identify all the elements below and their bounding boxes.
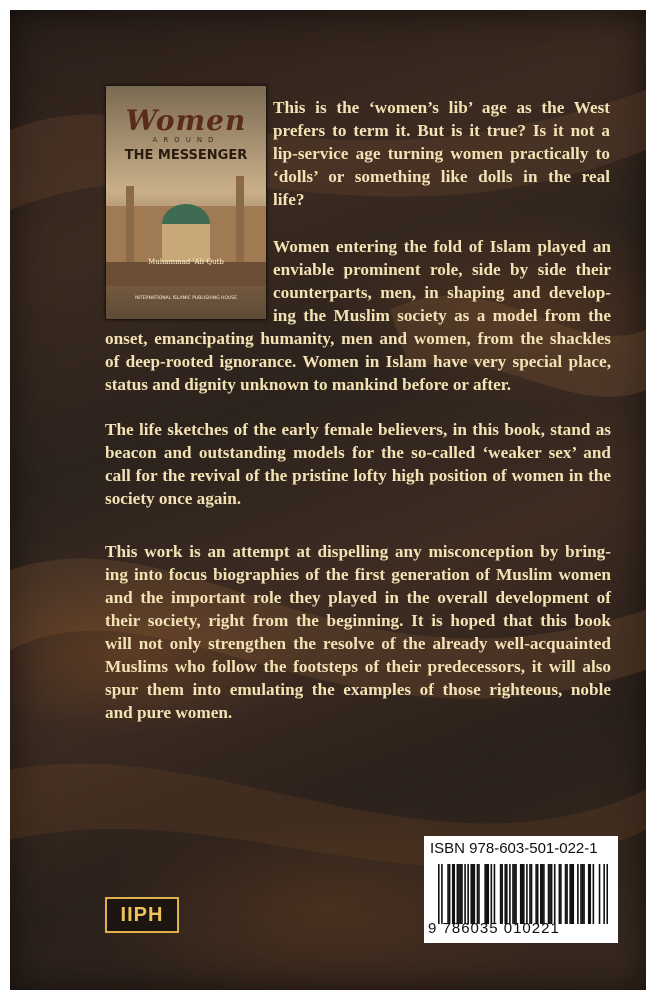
thumbnail-publisher: INTERNATIONAL ISLAMIC PUBLISHING HOUSE <box>135 296 237 301</box>
barcode-bar <box>460 864 462 924</box>
paragraph-line: spur them into emulating the examples of those righteous, noble <box>105 680 611 699</box>
barcode-bar <box>477 864 479 924</box>
paragraph-line: will not only strengthen the resolve of the already well-acquainted <box>105 634 611 653</box>
barcode-bar <box>453 864 455 924</box>
paragraph-line: and the important role they played in the overall development of <box>105 588 611 607</box>
barcode-bar <box>554 864 556 924</box>
paragraph-line: and pure women. <box>105 703 233 722</box>
barcode-bar <box>566 864 568 924</box>
barcode-bar <box>565 864 567 924</box>
paragraph-line: The life sketches of the early female believers, in this book, stand as <box>105 420 611 439</box>
barcode-bar <box>464 864 466 924</box>
isbn-label: ISBN 978-603-501-022-1 <box>430 840 598 857</box>
paragraph-line: This is the ‘women’s lib’ age as the West <box>273 98 610 117</box>
barcode-bar <box>529 864 531 924</box>
barcode-bar <box>577 864 579 924</box>
barcode <box>438 864 608 924</box>
barcode-bar <box>438 864 440 924</box>
barcode-bar <box>509 864 511 924</box>
barcode-bar <box>572 864 574 924</box>
barcode-bar <box>501 864 503 924</box>
paragraph-line: lip-service age turning women practically to <box>273 144 610 163</box>
barcode-bar <box>549 864 551 924</box>
barcode-bar <box>543 864 545 924</box>
barcode-bar <box>458 864 460 924</box>
barcode-bar <box>494 864 496 924</box>
paragraph-line: their society, right from the beginning. It is hoped that this book <box>105 611 611 630</box>
paragraph-line: ‘dolls’ or something like dolls in the real <box>273 167 610 186</box>
paragraph-line: call for the revival of the pristine lofty high position of women in the <box>105 466 611 485</box>
thumbnail-author: Muhammad 'Ali Qutb <box>148 258 224 266</box>
paragraph-line: ing the Muslim society as a model from the <box>273 306 611 325</box>
paragraph-line: onset, emancipating humanity, men and women, from the shackles <box>105 329 611 348</box>
barcode-bar <box>487 864 489 924</box>
barcode-bar <box>603 864 605 924</box>
barcode-bar <box>512 864 514 924</box>
isbn-barcode-block <box>424 836 618 943</box>
barcode-bar <box>560 864 562 924</box>
barcode-bar <box>506 864 508 924</box>
barcode-bar <box>457 864 459 924</box>
paragraph-line: life? <box>273 190 305 209</box>
paragraph-line: society once again. <box>105 489 242 508</box>
barcode-bar <box>548 864 550 924</box>
barcode-bar <box>606 864 608 924</box>
barcode-bar <box>526 864 528 924</box>
paragraph-1 <box>273 96 610 211</box>
paragraph-line: Women entering the fold of Islam played an <box>273 237 611 256</box>
barcode-bar <box>599 864 601 924</box>
barcode-bar <box>583 864 585 924</box>
thumbnail-subtitle: THE MESSENGER <box>124 148 248 163</box>
barcode-bar <box>474 864 476 924</box>
barcode-bar <box>593 864 595 924</box>
barcode-bar <box>491 864 493 924</box>
barcode-bar <box>521 864 523 924</box>
paragraph-line: beacon and outstanding models for the so-called ‘weaker sex’ and <box>105 443 611 462</box>
back-cover <box>10 10 646 990</box>
barcode-bar <box>470 864 472 924</box>
barcode-bar <box>531 864 533 924</box>
barcode-bar <box>535 864 537 924</box>
barcode-bar <box>500 864 502 924</box>
barcode-bar <box>514 864 516 924</box>
barcode-bar <box>472 864 474 924</box>
barcode-bar <box>520 864 522 924</box>
barcode-bar <box>571 864 573 924</box>
paragraph-line: ing into focus biographies of the first generation of Muslim women <box>105 565 611 584</box>
barcode-bar <box>580 864 582 924</box>
barcode-bar <box>542 864 544 924</box>
barcode-bar <box>461 864 463 924</box>
barcode-bar <box>515 864 517 924</box>
barcode-bar <box>486 864 488 924</box>
paragraph-2 <box>105 235 611 396</box>
barcode-bar <box>447 864 449 924</box>
paragraph-line: prefers to term it. But is it true? Is it not a <box>273 121 610 140</box>
isbn-digits: 9 786035 010221 <box>428 920 560 937</box>
barcode-bar <box>441 864 443 924</box>
barcode-bar <box>484 864 486 924</box>
barcode-bar <box>559 864 561 924</box>
barcode-bar <box>540 864 542 924</box>
barcode-bar <box>449 864 451 924</box>
paragraph-3 <box>105 418 611 510</box>
barcode-bar <box>478 864 480 924</box>
barcode-bar <box>467 864 469 924</box>
barcode-bar <box>452 864 454 924</box>
paragraph-line: This work is an attempt at dispelling any misconception by bring- <box>105 542 611 561</box>
barcode-bar <box>569 864 571 924</box>
barcode-bar <box>588 864 590 924</box>
paragraph-line: enviable prominent role, side by side their <box>273 260 611 279</box>
paragraph-line: Muslims who follow the footsteps of their predecessors, it will also <box>105 657 611 676</box>
barcode-bar <box>537 864 539 924</box>
thumbnail-title: Women <box>125 104 247 137</box>
barcode-bar <box>589 864 591 924</box>
paragraph-4 <box>105 540 611 724</box>
paragraph-line: of deep-rooted ignorance. Women in Islam have very special place, <box>105 352 611 371</box>
paragraph-line: status and dignity unknown to mankind before or after. <box>105 375 512 394</box>
barcode-bar <box>582 864 584 924</box>
paragraph-line: counterparts, men, in shaping and develop- <box>273 283 611 302</box>
barcode-bar <box>504 864 506 924</box>
barcode-bar <box>551 864 553 924</box>
barcode-bar <box>523 864 525 924</box>
thumbnail-around: AROUND <box>152 136 220 144</box>
iiph-logo: IIPH <box>105 897 179 933</box>
